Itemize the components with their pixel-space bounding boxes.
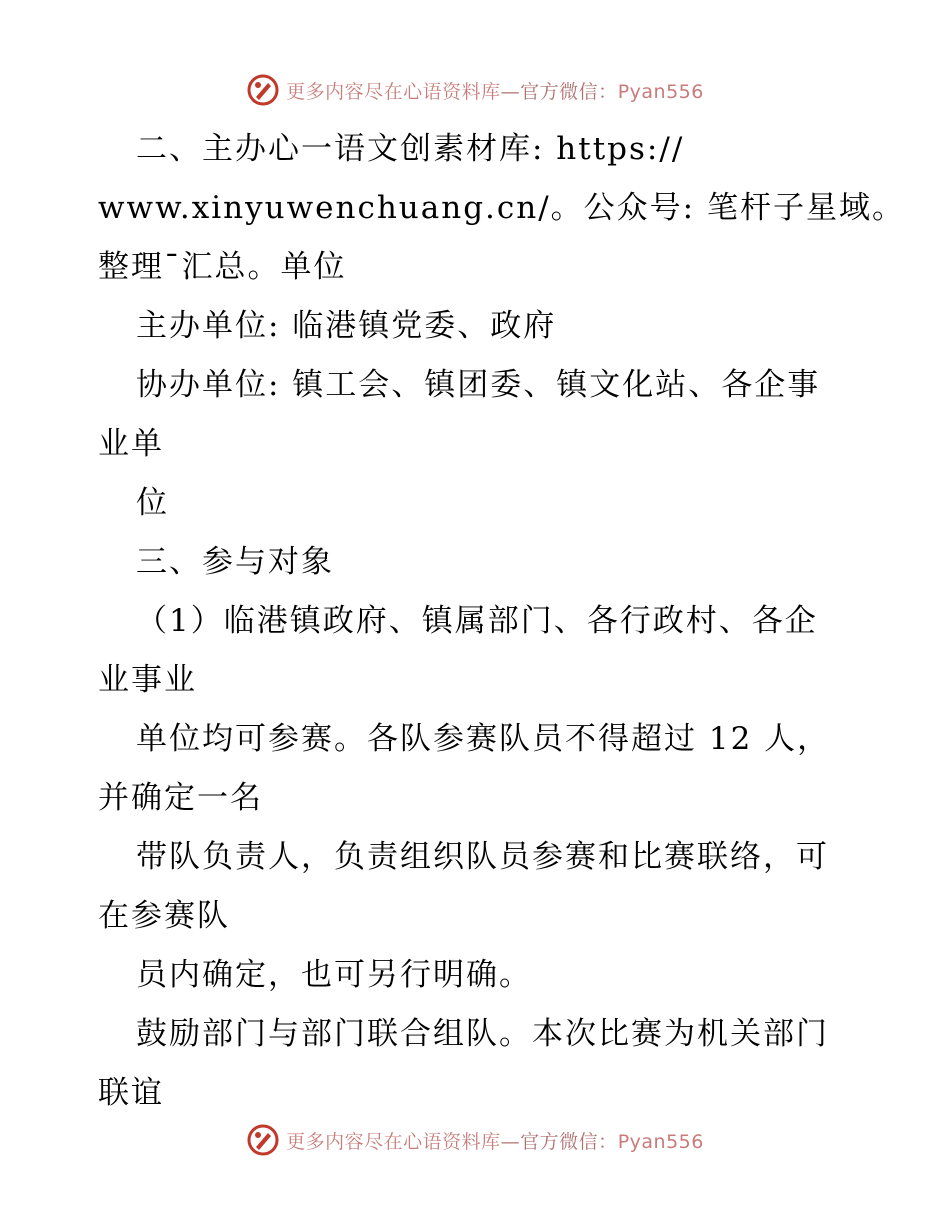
text-line: 业事业	[98, 662, 197, 698]
text-line: （1）临港镇政府、镇属部门、各行政村、各企	[136, 603, 818, 639]
text-line: 整理¯汇总。单位	[98, 249, 347, 285]
text-line: 位	[136, 485, 169, 521]
text-line: 带队负责人，负责组织队员参赛和比赛联络，可	[136, 839, 829, 875]
text-line: 二、主办心一语文创素材库: https://	[136, 131, 685, 167]
footer-watermark	[0, 1120, 950, 1160]
text-line: 员内确定，也可另行明确。	[136, 957, 532, 993]
watermark-text: 更多内容尽在心语资料库—官方微信：Pyan556	[286, 1130, 704, 1153]
text-line: 单位均可参赛。各队参赛队员不得超过 12 人，	[136, 721, 831, 757]
text-line: 并确定一名	[98, 780, 263, 816]
document-body	[98, 120, 905, 1123]
text-line: 主办单位: 临港镇党委、政府	[136, 308, 557, 344]
text-line: www.xinyuwenchuang.cn/。公众号: 笔杆子星域。	[98, 190, 905, 226]
text-line: 联谊	[98, 1075, 164, 1111]
text-line: 鼓励部门与部门联合组队。本次比赛为机关部门	[136, 1016, 829, 1052]
logo-icon	[246, 73, 280, 107]
text-line: 协办单位: 镇工会、镇团委、镇文化站、各企事	[136, 367, 821, 403]
text-line: 在参赛队	[98, 898, 230, 934]
text-line: 业单	[98, 426, 164, 462]
logo-icon	[246, 1123, 280, 1157]
watermark-text: 更多内容尽在心语资料库—官方微信：Pyan556	[286, 80, 704, 103]
text-line: 三、参与对象	[136, 544, 334, 580]
header-watermark	[0, 70, 950, 110]
